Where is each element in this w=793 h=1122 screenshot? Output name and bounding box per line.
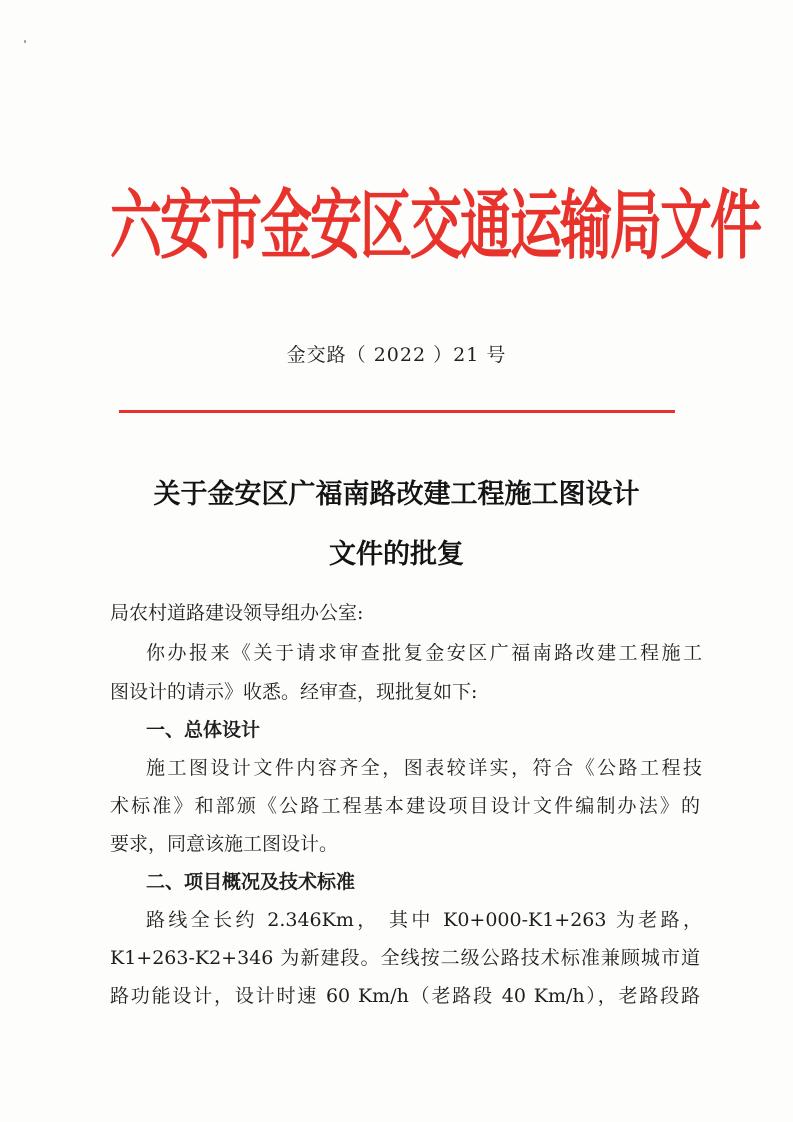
intro-line-1: 你办报来《关于请求审查批复金安区广福南路改建工程施工 [146,642,702,664]
section-1-heading: 一、总体设计 [146,719,261,741]
section-1-line-3: 要求，同意该施工图设计。 [110,833,339,855]
red-separator-line [119,410,675,413]
document-title-line-1: 关于金安区广福南路改建工程施工图设计 [153,479,640,510]
section-1-line-1: 施工图设计文件内容齐全，图表较详实，符合《公路工程技 [146,757,702,779]
intro-line-2: 图设计的请示》收悉。经审查，现批复如下: [110,681,478,703]
scan-speck [24,40,26,43]
section-2-line-1: 路线全长约 2.346Km， 其中 K0+000-K1+263 为老路， [146,909,702,931]
section-2-line-3: 路功能设计，设计时速 60 Km/h（老路段 40 Km/h），老路段路 [110,985,700,1007]
section-1-line-2: 术标准》和部颁《公路工程基本建设项目设计文件编制办法》的 [110,795,700,817]
addressee: 局农村道路建设领导组办公室: [110,602,364,624]
org-header-title: 六安市金安区交通运输局文件 [110,182,761,271]
document-title-line-2: 文件的批复 [329,539,464,570]
section-2-line-2: K1+263-K2+346 为新建段。全线按二级公路技术标准兼顾城市道 [110,947,700,969]
section-2-heading: 二、项目概况及技术标准 [146,871,356,893]
document-number: 金交路（ 2022 ）21 号 [286,344,507,366]
